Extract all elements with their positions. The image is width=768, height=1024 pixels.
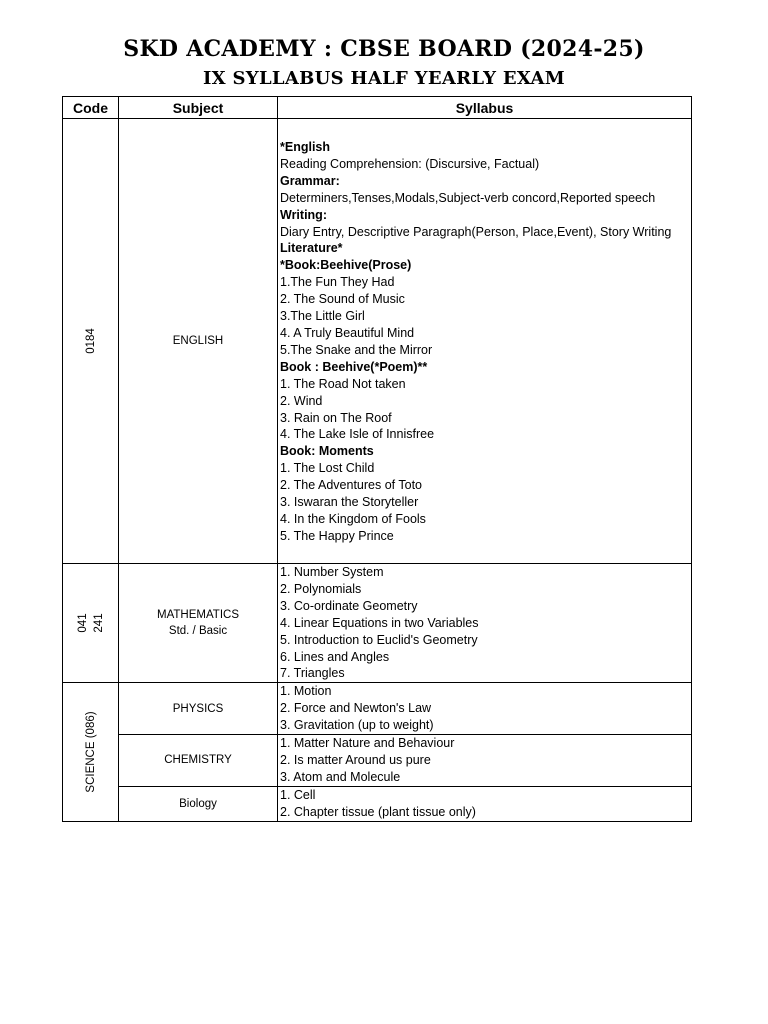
syllabus-line: 3. Iswaran the Storyteller: [280, 495, 419, 510]
code-english: 0184: [84, 328, 97, 354]
code-cell-science: [63, 683, 119, 821]
syllabus-line: 1. Number System: [280, 565, 384, 579]
column-header-subject: Subject: [119, 97, 278, 119]
syllabus-line: 4. The Lake Isle of Innisfree: [280, 427, 435, 442]
syllabus-line: 2. The Sound of Music: [280, 292, 405, 307]
syllabus-line: Book : Beehive(*Poem)**: [280, 359, 428, 374]
syllabus-line: 3. Co-ordinate Geometry: [280, 598, 418, 613]
syllabus-line: 1. Matter Nature and Behaviour: [280, 736, 455, 751]
syllabus-line: 1. Cell: [280, 787, 316, 802]
column-header-syllabus: Syllabus: [278, 97, 692, 119]
syllabus-line: 2. Wind: [280, 393, 323, 408]
code-cell-english: [63, 119, 119, 564]
table-row-maths: [63, 564, 692, 683]
syllabus-line: 4. A Truly Beautiful Mind: [280, 325, 415, 340]
syllabus-physics: [278, 683, 692, 735]
subject-physics: PHYSICS: [119, 683, 278, 735]
code-cell-maths: [63, 564, 119, 683]
syllabus-line: *English: [280, 140, 331, 154]
code-science: SCIENCE (086): [84, 711, 97, 793]
syllabus-line: Book: Moments: [280, 444, 374, 459]
syllabus-line: 3. Gravitation (up to weight): [280, 718, 434, 733]
subject-maths: [119, 564, 278, 683]
subject-english: ENGLISH: [119, 119, 278, 564]
subject-chemistry: CHEMISTRY: [119, 735, 278, 787]
syllabus-line: 4. Linear Equations in two Variables: [280, 615, 479, 630]
syllabus-line: 5. The Happy Prince: [280, 528, 394, 543]
code-maths-line2: 241: [92, 613, 105, 633]
syllabus-line: 1. The Road Not taken: [280, 376, 406, 391]
syllabus-table: [62, 96, 692, 822]
page-subtitle: IX SYLLABUS HALF YEARLY EXAM: [202, 68, 566, 89]
syllabus-biology: [278, 786, 692, 821]
syllabus-line: 4. In the Kingdom of Fools: [280, 511, 426, 526]
syllabus-line: 5.The Snake and the Mirror: [280, 342, 433, 357]
syllabus-line: 7. Triangles: [280, 666, 345, 681]
syllabus-line: 2. Is matter Around us pure: [280, 752, 431, 767]
syllabus-line: 1. The Lost Child: [280, 461, 375, 476]
syllabus-line: 2. Polynomials: [280, 581, 362, 596]
page-title: SKD ACADEMY : CBSE BOARD (2024-25): [123, 36, 645, 62]
table-row-physics: [63, 683, 692, 735]
table-row-chemistry: [63, 735, 692, 787]
syllabus-line: 1. Motion: [280, 684, 332, 699]
syllabus-line: Determiners,Tenses,Modals,Subject-verb concord,Reported speech: [280, 190, 656, 205]
syllabus-line: 3. Atom and Molecule: [280, 769, 401, 784]
table-row-biology: [63, 786, 692, 821]
syllabus-line: 2. Chapter tissue (plant tissue only): [280, 804, 476, 819]
syllabus-line: 2. Force and Newton's Law: [280, 701, 432, 716]
syllabus-line: Grammar:: [280, 173, 340, 188]
syllabus-line: 1.The Fun They Had: [280, 275, 395, 290]
syllabus-line: Diary Entry, Descriptive Paragraph(Person, Place,Event), Story Writing: [280, 224, 672, 239]
column-header-code: Code: [63, 97, 119, 119]
subject-maths-line2: Std. / Basic: [168, 625, 228, 638]
syllabus-english: [278, 119, 692, 564]
syllabus-line: 3. Rain on The Roof: [280, 410, 392, 425]
subject-biology: Biology: [119, 786, 278, 821]
syllabus-line: Reading Comprehension: (Discursive, Factual): [280, 156, 540, 171]
syllabus-maths: [278, 564, 692, 683]
code-maths-line1: 041: [76, 613, 89, 633]
code-maths: [75, 614, 107, 633]
syllabus-line: 2. The Adventures of Toto: [280, 478, 422, 493]
syllabus-line: Literature*: [280, 241, 343, 256]
syllabus-line: 5. Introduction to Euclid's Geometry: [280, 632, 478, 647]
table-row-english: [63, 119, 692, 564]
table-header-row: [63, 97, 692, 119]
syllabus-line: 6. Lines and Angles: [280, 649, 390, 664]
syllabus-line: *Book:Beehive(Prose): [280, 258, 412, 273]
syllabus-chemistry: [278, 735, 692, 787]
subject-maths-line1: MATHEMATICS: [157, 609, 239, 622]
syllabus-line: 3.The Little Girl: [280, 309, 365, 324]
syllabus-line: Writing:: [280, 207, 327, 222]
